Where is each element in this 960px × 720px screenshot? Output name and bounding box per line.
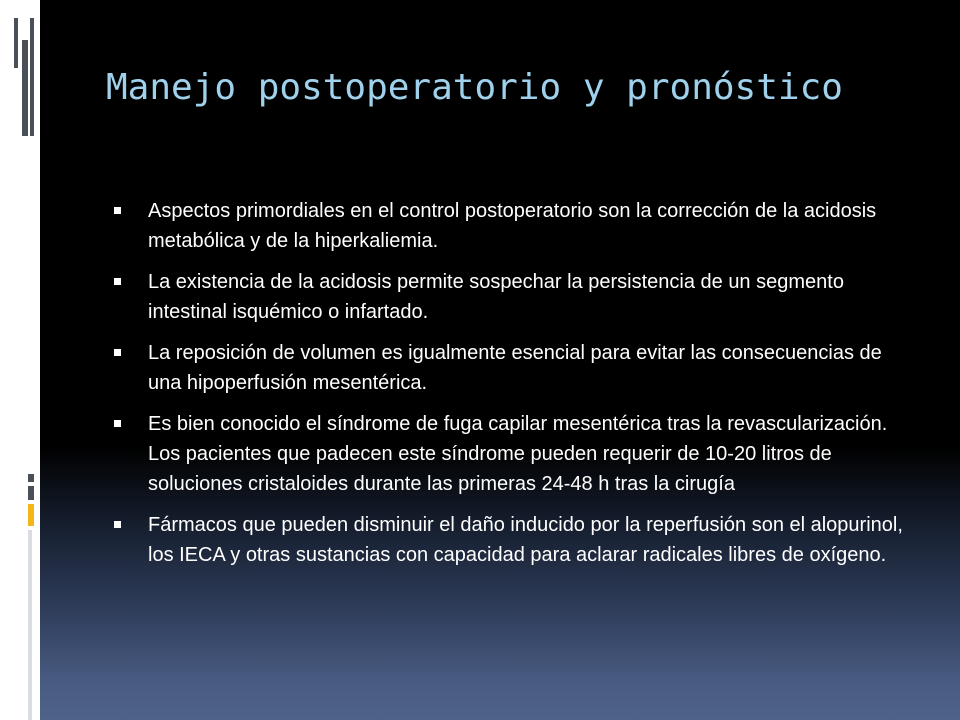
accent-stripe-top-2 (22, 40, 28, 136)
bullet-text: La reposición de volumen es igualmente esencial para evitar las consecuencias de una hipoperfusión mesentérica. (148, 342, 882, 394)
accent-stripe-lower-gold (28, 504, 34, 526)
square-bullet-icon (114, 207, 121, 214)
bullet-list (108, 196, 908, 581)
bullet-text: La existencia de la acidosis permite sospechar la persistencia de un segmento intestinal isquémico o infartado. (148, 271, 844, 323)
slide-content-area (40, 0, 960, 720)
accent-stripe-top-3 (30, 18, 34, 136)
accent-stripe-top (14, 18, 18, 68)
accent-stripe-lower-1 (28, 474, 34, 482)
bullet-item (108, 196, 908, 256)
square-bullet-icon (114, 521, 121, 528)
accent-stripe-lower-2 (28, 486, 34, 500)
accent-stripe-lower-3 (28, 530, 32, 720)
square-bullet-icon (114, 278, 121, 285)
bullet-item (108, 409, 908, 499)
bullet-item (108, 510, 908, 570)
bullet-text: Es bien conocido el síndrome de fuga capilar mesentérica tras la revascularización. Los pacientes que padecen este síndrome pueden requerir de 10-20 litros de soluciones cristaloides durante las primeras 24-48 h tras la cirugía (148, 413, 888, 495)
square-bullet-icon (114, 349, 121, 356)
bullet-item (108, 338, 908, 398)
bullet-item (108, 267, 908, 327)
square-bullet-icon (114, 420, 121, 427)
bullet-text: Aspectos primordiales en el control postoperatorio son la corrección de la acidosis metabólica y de la hiperkaliemia. (148, 200, 877, 252)
slide-title: Manejo postoperatorio y pronóstico (106, 67, 843, 108)
left-decorative-band (0, 0, 40, 720)
bullet-text: Fármacos que pueden disminuir el daño inducido por la reperfusión son el alopurinol, los IECA y otras sustancias con capacidad para aclarar radicales libres de oxígeno. (148, 514, 903, 566)
